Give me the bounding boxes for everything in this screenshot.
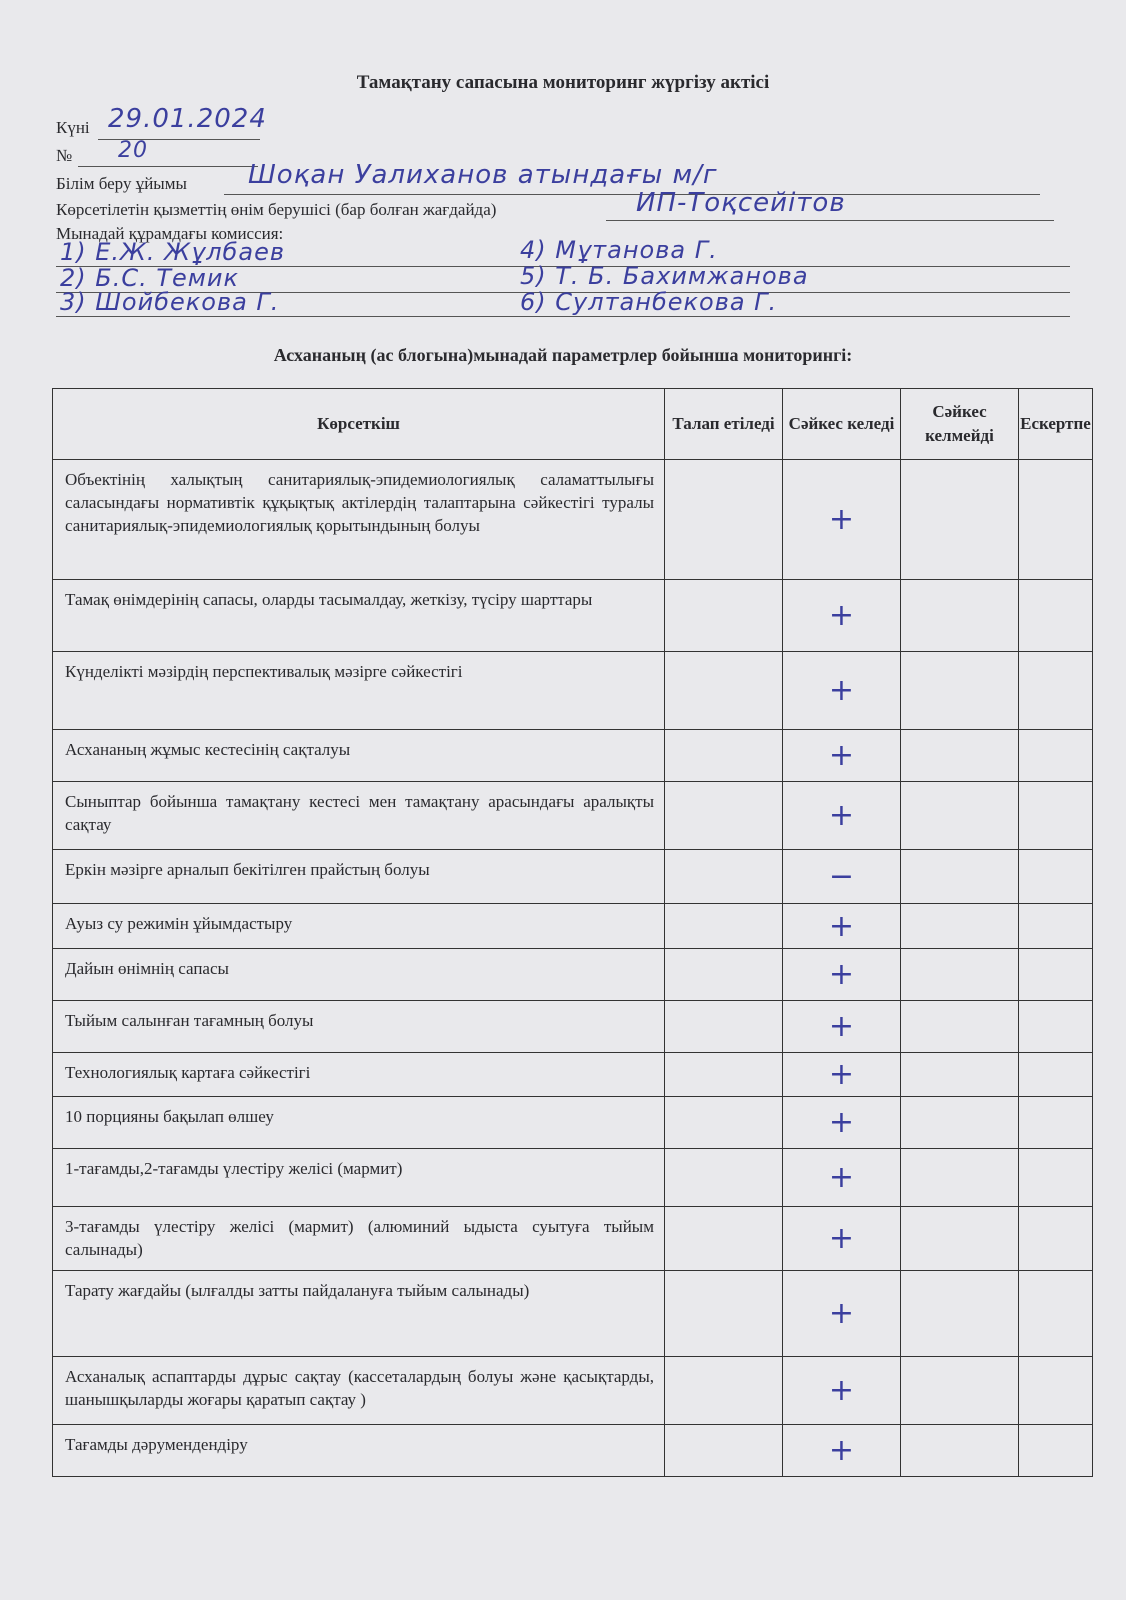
row-compliant: + [783,730,901,782]
row-indicator: Дайын өнімнің сапасы [53,949,665,1001]
row-noncompliant [901,652,1019,730]
row-noncompliant [901,782,1019,850]
table-row [53,1207,1093,1271]
row-required [665,652,783,730]
row-note [1019,580,1093,652]
org-label: Білім беру ұйымы [56,174,187,193]
row-compliant: + [783,580,901,652]
row-indicator: Асхананың жұмыс кестесінің сақталуы [53,730,665,782]
row-indicator: Тарату жағдайы (ылғалды затты пайдалануға тыйым салынады) [53,1271,665,1357]
table-row [53,1097,1093,1149]
row-compliant: + [783,460,901,580]
row-required [665,1001,783,1053]
row-compliant: + [783,1357,901,1425]
commission-member-6: 6) Султанбекова Г. [520,288,778,316]
row-note [1019,904,1093,949]
commission-label: Мынадай құрамдағы комиссия: [56,224,284,243]
row-noncompliant [901,904,1019,949]
row-note [1019,1357,1093,1425]
commission-member-2: 2) Б.С. Темик [60,264,239,292]
row-required [665,1097,783,1149]
table-row [53,1053,1093,1097]
commission-line-3 [56,316,1070,317]
row-note [1019,949,1093,1001]
row-compliant: + [783,1053,901,1097]
row-noncompliant [901,1149,1019,1207]
row-indicator: Тыйым салынған тағамның болуы [53,1001,665,1053]
provider-value: ИП-Тоқсейітов [636,188,846,218]
row-required [665,730,783,782]
row-compliant: + [783,1207,901,1271]
table-row [53,1357,1093,1425]
row-noncompliant [901,1097,1019,1149]
table-row [53,782,1093,850]
row-noncompliant [901,949,1019,1001]
commission-member-1: 1) Е.Ж. Жұлбаев [60,238,285,266]
row-indicator: Сыныптар бойынша тамақтану кестесі мен тамақтану арасындағы аралықты сақтау [53,782,665,850]
table-row [53,730,1093,782]
row-note [1019,652,1093,730]
date-value: 29.01.2024 [108,104,267,134]
row-compliant: + [783,652,901,730]
row-indicator: Объектінің халықтың санитариялық-эпидемиологиялық саламаттылығы саласындағы нормативтік құқықтық актілердің талаптарына сәйкестігі туралы санитариялық-эпидемиологиялық қорытындының болуы [53,460,665,580]
commission-member-3: 3) Шойбекова Г. [60,288,280,316]
row-indicator: Еркін мәзірге арналып бекітілген прайстың болуы [53,850,665,904]
commission-member-5: 5) Т. Б. Бахимжанова [520,262,809,290]
row-noncompliant [901,1357,1019,1425]
section-title: Асхананың (ас блогына)мынадай параметрлер бойынша мониторингі: [273,345,853,365]
table-header-row [53,389,1093,460]
header-noncompliant: Сәйкес келмейді [901,389,1019,460]
row-compliant: + [783,782,901,850]
row-noncompliant [901,1053,1019,1097]
number-label: № [56,146,73,165]
table-row [53,1425,1093,1477]
header-compliant: Сәйкес келеді [783,389,901,460]
date-label: Күні [56,118,90,137]
row-required [665,1357,783,1425]
row-noncompliant [901,1425,1019,1477]
row-noncompliant [901,1001,1019,1053]
row-compliant: + [783,904,901,949]
row-noncompliant [901,850,1019,904]
row-compliant: + [783,1271,901,1357]
row-required [665,1271,783,1357]
row-required [665,1425,783,1477]
row-note [1019,1097,1093,1149]
table-row [53,1001,1093,1053]
row-compliant: + [783,949,901,1001]
table-row [53,652,1093,730]
row-note [1019,850,1093,904]
row-compliant: + [783,1001,901,1053]
row-note [1019,1425,1093,1477]
provider-label: Көрсетілетін қызметтің өнім берушісі (бар болған жағдайда) [56,200,497,219]
row-required [665,782,783,850]
row-required [665,460,783,580]
row-note [1019,782,1093,850]
row-required [665,1053,783,1097]
row-indicator: Күнделікті мәзірдің перспективалық мәзірге сәйкестігі [53,652,665,730]
provider-underline [606,220,1054,221]
table-row [53,1149,1093,1207]
row-required [665,904,783,949]
row-noncompliant [901,1271,1019,1357]
row-note [1019,1207,1093,1271]
row-required [665,850,783,904]
row-indicator: Асханалық аспаптарды дұрыс сақтау (кассеталардың болуы және қасықтарды, шанышқыларды жоғары қаратып сақтау ) [53,1357,665,1425]
row-indicator: Технологиялық картаға сәйкестігі [53,1053,665,1097]
row-noncompliant [901,730,1019,782]
header-note: Ескертпе [1019,389,1093,460]
row-note [1019,1001,1093,1053]
row-required [665,1207,783,1271]
table-row [53,460,1093,580]
row-note [1019,1053,1093,1097]
table-row [53,580,1093,652]
row-noncompliant [901,1207,1019,1271]
row-indicator: 1-тағамды,2-тағамды үлестіру желісі (мармит) [53,1149,665,1207]
row-indicator: Тамақ өнімдерінің сапасы, оларды тасымалдау, жеткізу, түсіру шарттары [53,580,665,652]
header-required: Талап етіледі [665,389,783,460]
number-value: 20 [118,138,148,163]
row-note [1019,730,1093,782]
row-required [665,1149,783,1207]
table-row [53,904,1093,949]
row-compliant: + [783,1149,901,1207]
row-compliant: + [783,1425,901,1477]
table-row [53,949,1093,1001]
monitoring-table [52,388,1093,1477]
row-noncompliant [901,460,1019,580]
org-underline [224,194,1040,195]
row-indicator: 10 порцияны бақылап өлшеу [53,1097,665,1149]
commission-member-4: 4) Мұтанова Г. [520,236,718,264]
row-note [1019,1271,1093,1357]
document-title: Тамақтану сапасына мониторинг жүргізу актісі [356,72,770,93]
row-note [1019,1149,1093,1207]
row-required [665,949,783,1001]
row-compliant: + [783,1097,901,1149]
row-indicator: Ауыз су режимін ұйымдастыру [53,904,665,949]
row-indicator: Тағамды дәрумендендіру [53,1425,665,1477]
table-row [53,850,1093,904]
number-underline [78,166,258,167]
row-noncompliant [901,580,1019,652]
row-note [1019,460,1093,580]
org-value: Шоқан Уалиханов атындағы м/г [248,160,718,190]
header-indicator: Көрсеткіш [53,389,665,460]
table-row [53,1271,1093,1357]
row-compliant: − [783,850,901,904]
row-indicator: 3-тағамды үлестіру желісі (мармит) (алюминий ыдыста суытуға тыйым салынады) [53,1207,665,1271]
row-required [665,580,783,652]
